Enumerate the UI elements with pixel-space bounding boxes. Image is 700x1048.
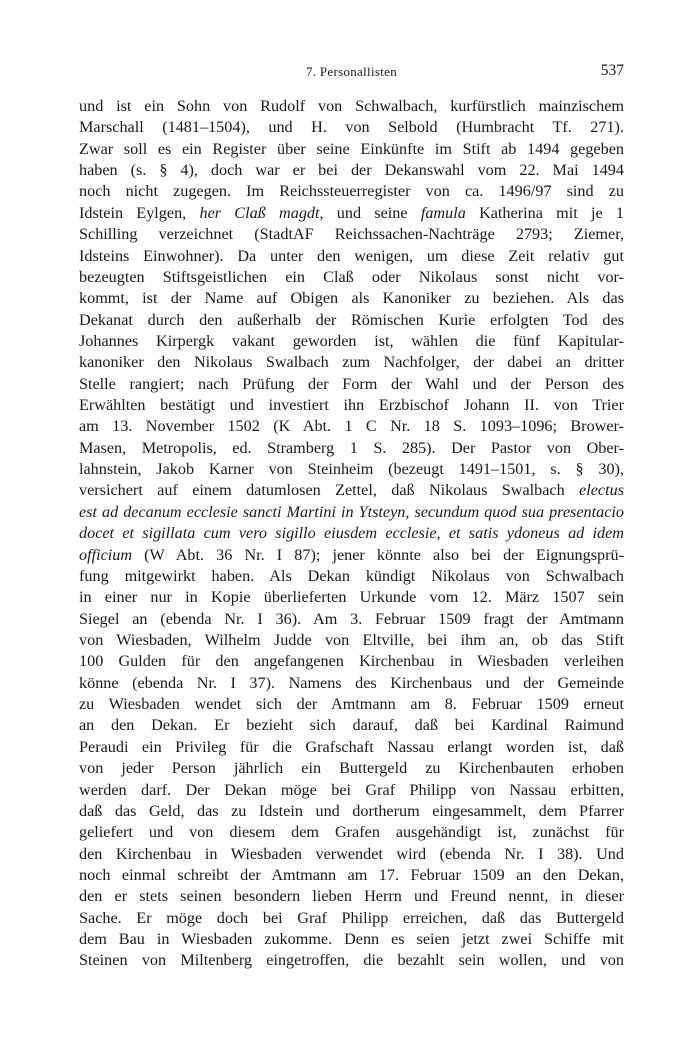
text-line: [79, 758, 624, 779]
running-head: 7. Personallisten: [305, 64, 398, 79]
text-line: [79, 780, 624, 801]
text-segment: kommt, ist der Name auf Obigen als Kanoniker zu beziehen. Als das: [79, 289, 624, 308]
text-segment: fung mitgewirkt haben. Als Dekan kündigt Nikolaus von Schwalbach: [79, 566, 624, 585]
text-segment: zu Wiesbaden wendet sich der Amtmann am 8. Februar 1509 erneut: [79, 695, 624, 714]
body-text: [79, 96, 624, 972]
text-line: [79, 480, 624, 501]
text-segment: an den Dekan. Er bezieht sich darauf, daß bei Kardinal Raimund: [79, 716, 624, 735]
text-segment: Johannes Kirpergk vakant geworden ist, wählen die fünf Kapitular-: [79, 331, 624, 350]
text-segment: Idstein Eylgen,: [79, 203, 200, 222]
text-line: [79, 694, 624, 715]
text-segment: noch einmal schreibt der Amtmann am 17. Februar 1509 an den Dekan,: [79, 865, 624, 884]
text-segment: 100 Gulden für den angefangenen Kirchenbau in Wiesbaden verleihen: [79, 652, 624, 671]
text-segment: Katherina mit je 1: [465, 203, 624, 222]
text-line: [79, 865, 624, 886]
text-segment: lahnstein, Jakob Karner von Steinheim (bezeugt 1491–1501, s. § 30),: [79, 460, 624, 479]
italic-text: electus: [579, 481, 624, 500]
text-line: [79, 908, 624, 929]
text-line: [79, 822, 624, 843]
text-line: [79, 352, 624, 373]
text-line: [79, 566, 624, 587]
text-line: [79, 950, 624, 971]
text-line: [79, 438, 624, 459]
italic-text: her Claß magdt: [199, 203, 320, 222]
text-line: [79, 651, 624, 672]
text-segment: den er stets seinen besondern lieben Herrn und Freund nennt, in dieser: [79, 887, 624, 906]
text-line: [79, 609, 624, 630]
text-segment: Marschall (1481–1504), und H. von Selbold (Humbracht Tf. 271).: [79, 118, 624, 137]
text-segment: Peraudi ein Privileg für die Grafschaft Nassau erlangt worden ist, daß: [79, 737, 624, 756]
text-segment: werden darf. Der Dekan möge bei Graf Philipp von Nassau erbitten,: [79, 780, 624, 799]
page-header: [79, 62, 624, 82]
text-segment: am 13. November 1502 (K Abt. 1 C Nr. 18 S. 1093–1096; Brower-: [79, 417, 624, 436]
text-line: [79, 267, 624, 288]
text-segment: noch nicht zugegen. Im Reichssteuerregister von ca. 1496/97 sind zu: [79, 182, 624, 201]
text-line: [79, 224, 624, 245]
text-line: [79, 117, 624, 138]
text-line: [79, 139, 624, 160]
text-line: [79, 181, 624, 202]
text-line: [79, 374, 624, 395]
text-segment: in einer nur in Kopie überlieferten Urkunde vom 12. März 1507 sein: [79, 588, 624, 607]
text-segment: dem Bau in Wiesbaden zukomme. Denn es seien jetzt zwei Schiffe mit: [79, 930, 624, 949]
text-line: [79, 673, 624, 694]
text-segment: von Wiesbaden, Wilhelm Judde von Eltville, bei ihm an, ob das Stift: [79, 630, 624, 649]
text-segment: Zwar soll es ein Register über seine Einkünfte im Stift ab 1494 gegeben: [79, 139, 624, 158]
text-segment: Idsteins Einwohner). Da unter den wenigen, um diese Zeit relativ gut: [79, 246, 624, 265]
text-segment: (W Abt. 36 Nr. I 87); jener könnte also bei der Eignungsprü-: [132, 545, 624, 564]
text-line: [79, 801, 624, 822]
text-line: [79, 395, 624, 416]
text-segment: Stelle rangiert; nach Prüfung der Form der Wahl und der Person des: [79, 374, 624, 393]
text-segment: , und seine: [319, 203, 421, 222]
text-segment: und ist ein Sohn von Rudolf von Schwalbach, kurfürstlich mainzischem: [79, 97, 624, 115]
text-line: [79, 288, 624, 309]
text-segment: daß das Geld, das zu Idstein und dortherum eingesammelt, dem Pfarrer: [79, 801, 624, 820]
text-segment: Steinen von Miltenberg eingetroffen, die bezahlt sein wollen, und von: [79, 951, 624, 970]
text-line: [79, 160, 624, 181]
text-segment: von jeder Person jährlich ein Buttergeld zu Kirchenbauten erhoben: [79, 759, 624, 778]
text-segment: Dekanat durch den außerhalb der Römischen Kurie erfolgten Tod des: [79, 310, 624, 329]
text-segment: bezeugten Stiftsgeistlichen ein Claß oder Nikolaus sonst nicht vor-: [79, 267, 624, 286]
text-line: [79, 502, 624, 523]
text-segment: Siegel an (ebenda Nr. I 36). Am 3. Februar 1509 fragt der Amtmann: [79, 609, 624, 628]
text-segment: kanoniker den Nikolaus Swalbach zum Nachfolger, der dabei an dritter: [79, 353, 624, 372]
text-segment: haben (s. § 4), doch war er bei der Dekanswahl vom 22. Mai 1494: [79, 161, 624, 180]
text-segment: könne (ebenda Nr. I 37). Namens des Kirchenbaus und der Gemeinde: [79, 673, 624, 692]
text-line: [79, 886, 624, 907]
text-segment: den Kirchenbau in Wiesbaden verwendet wird (ebenda Nr. I 38). Und: [79, 844, 624, 863]
text-line: [79, 630, 624, 651]
text-segment: geliefert und von diesem dem Grafen ausgehändigt ist, zunächst für: [79, 823, 624, 842]
text-line: [79, 587, 624, 608]
text-line: [79, 203, 624, 224]
text-line: [79, 545, 624, 566]
text-line: [79, 844, 624, 865]
text-segment: Masen, Metropolis, ed. Stramberg 1 S. 285). Der Pastor von Ober-: [79, 438, 624, 457]
page-number: 537: [600, 62, 624, 79]
text-line: [79, 246, 624, 267]
italic-text: officium: [79, 545, 133, 564]
italic-text: est ad decanum ecclesie sancti Martini in Ytsteyn, secundum quod sua presentacio: [79, 502, 624, 521]
text-line: [79, 929, 624, 950]
text-line: [79, 310, 624, 331]
text-line: [79, 715, 624, 736]
italic-text: docet et sigillata cum vero sigillo eiusdem ecclesie, et satis ydoneus ad idem: [79, 524, 624, 543]
text-segment: versichert auf einem datumlosen Zettel, daß Nikolaus Swalbach: [79, 481, 580, 500]
text-segment: Schilling verzeichnet (StadtAF Reichssachen-Nachträge 2793; Ziemer,: [79, 225, 624, 244]
text-line: [79, 737, 624, 758]
text-segment: Erwählten bestätigt und investiert ihn Erzbischof Johann II. von Trier: [79, 396, 624, 415]
text-line: [79, 459, 624, 480]
text-segment: Sache. Er möge doch bei Graf Philipp erreichen, daß das Buttergeld: [79, 908, 624, 927]
text-line: [79, 331, 624, 352]
text-line: [79, 416, 624, 437]
italic-text: famula: [420, 203, 466, 222]
text-line: [79, 523, 624, 544]
text-line: [79, 96, 624, 117]
